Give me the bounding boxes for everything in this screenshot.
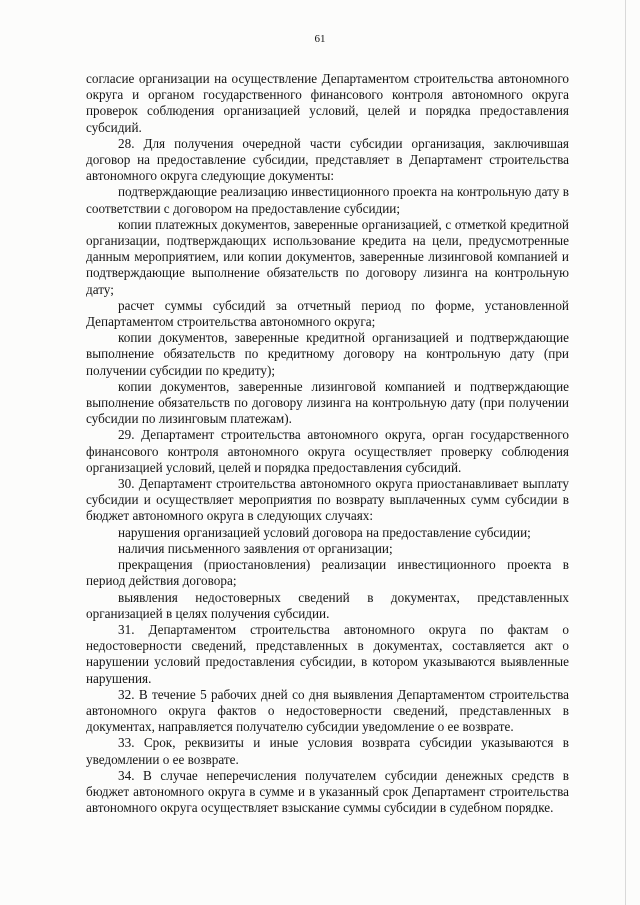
paragraph-30: 30. Департамент строительства автономного округа приостанавливает выплату субсидии и осуществляет мероприятия по возврату выплаченных сумм субсидии в бюджет автономного округа в следующих случаях: [86,476,569,524]
list-item-leasing-documents: копии документов, заверенные лизинговой компанией и подтверждающие выполнение обязательств по договору лизинга на контрольную дату (при получении субсидии по лизинговым платежам). [86,378,569,427]
scan-edge-line [625,0,626,905]
paragraph-29: 29. Департамент строительства автономного округа, орган государственного финансового контроля автономного округа осуществляет проверку соблюдения организацией условий, целей и порядка предоставления субсидий. [86,427,569,475]
list-item-false-information: выявления недостоверных сведений в документах, представленных организацией в целях получения субсидии. [86,589,569,621]
list-item-contract-violation: нарушения организацией условий договора на предоставление субсидии; [118,524,531,540]
list-item-project-termination: прекращения (приостановления) реализации инвестиционного проекта в период действия договора; [86,557,569,589]
paragraph-32: 32. В течение 5 рабочих дней со дня выявления Департаментом строительства автономного округа фактов о недостоверности сведений, представленных в документах, направляется получателю субсидии уведомление о ее возврате. [86,686,569,735]
list-item-written-request: наличия письменного заявления от организации; [118,540,393,556]
list-item-subsidy-calculation: расчет суммы субсидий за отчетный период по форме, установленной Департаментом строительства автономного округа; [86,297,569,330]
list-item-payment-documents: копии платежных документов, заверенные организацией, с отметкой кредитной организации, подтверждающих использование кредита на цели, предусмотренные данным мероприятием, или копии документов, заверенные лизинговой компанией и подтверждающие выполнение обязательств по договору лизинга на контрольную дату; [86,216,569,297]
paragraph-33: 33. Срок, реквизиты и иные условия возврата субсидии указываются в уведомлении о ее возврате. [86,735,569,767]
list-item-credit-documents: копии документов, заверенные кредитной организацией и подтверждающие выполнение обязательств по кредитному договору на контрольную дату (при получении субсидии по кредиту); [86,330,569,378]
paragraph-34: 34. В случае неперечисления получателем субсидии денежных средств в бюджет автономного округа в сумме и в указанный срок Департамент строительства автономного округа осуществляет взыскание суммы субсидии в судебном порядке. [86,767,569,816]
page-number: 61 [314,33,326,45]
list-item-project-confirmation: подтверждающие реализацию инвестиционного проекта на контрольную дату в соответствии с договором на предоставление субсидии; [86,184,569,216]
document-body [86,71,569,816]
paragraph-consent-continuation: согласие организации на осуществление Департаментом строительства автономного округа и органом государственного финансового контроля автономного округа проверок соблюдения организацией условий, целей и порядка предоставления субсидий. [86,71,569,135]
paragraph-31: 31. Департаментом строительства автономного округа по фактам о недостоверности сведений, представленных в документах, составляется акт о нарушении условий предоставления субсидии, в котором указываются выявленные нарушения. [86,621,569,686]
paragraph-28: 28. Для получения очередной части субсидии организация, заключившая договор на предоставление субсидии, представляет в Департамент строительства автономного округа следующие документы: [86,135,569,184]
